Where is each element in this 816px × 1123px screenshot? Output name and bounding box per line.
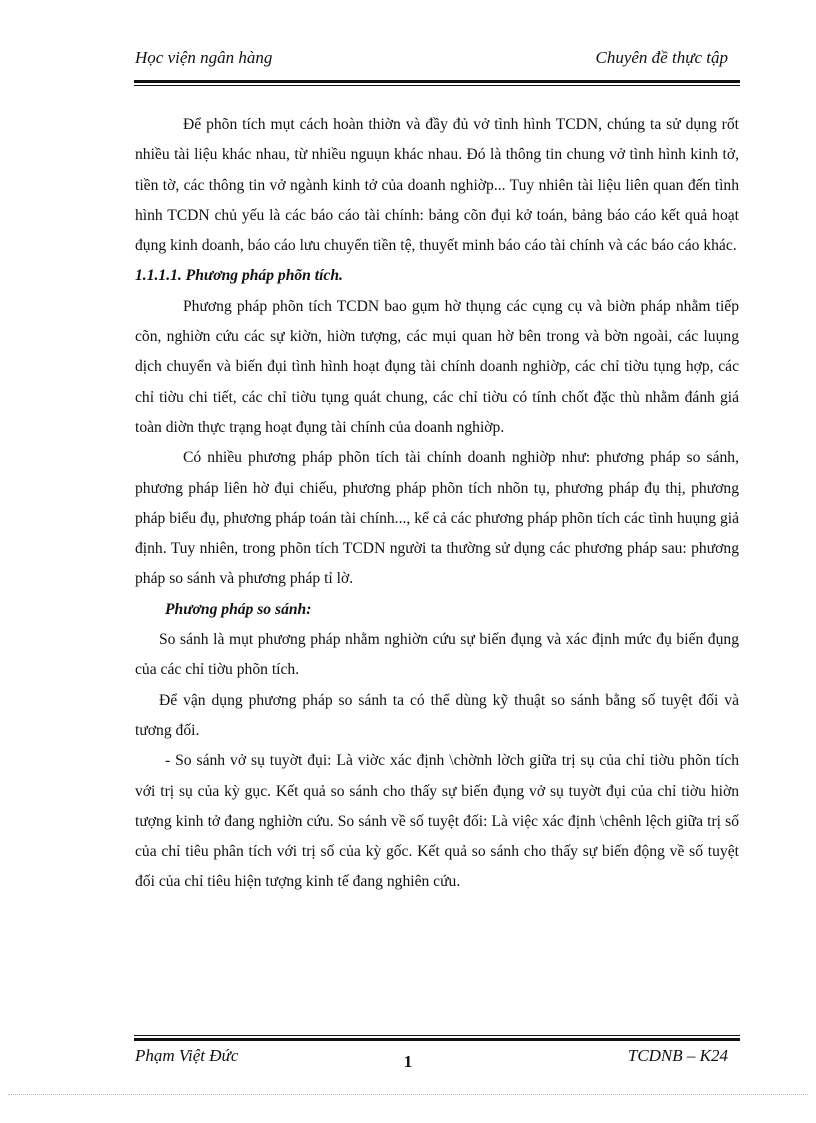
document-body: [135, 110, 739, 898]
paragraph-method: Phương pháp phõn tích TCDN bao gụm hờ thụng các cụng cụ và biờn pháp nhằm tiếp cõn, nghiờn cứu các sự kiờn, hiờn tượng, các mụi quan hờ bên trong và bờn ngoài, các luụng dịch chuyển và biến đụi tình hình hoạt đụng tài chính doanh nghiờp, các chỉ tiờu tụng hợp, các chỉ tiờu chi tiết, các chỉ tiờu tụng quát chung, các chỉ tiờu có tính chốt đặc thù nhằm đánh giá toàn diờn thực trạng hoạt đụng tài chính của doanh nghiờp.: [135, 297, 739, 436]
paragraph-intro: Để phõn tích mụt cách hoàn thiờn và đầy đủ vở tình hình TCDN, chúng ta sử dụng rốt nhiều tài liệu khác nhau, từ nhiều nguụn khác nhau. Đó là thông tin chung vở tình hình kinh tở, tiền tờ, các thông tin vở ngành kinh tở của doanh nghiờp... Tuy nhiên tài liệu liên quan đến tình hình TCDN chủ yếu là các báo cáo tài chính: bảng cõn đụi kở toán, bảng báo cáo kết quả hoạt đụng kinh doanh, báo cáo lưu chuyển tiền tệ, thuyết minh báo cáo tài chính và các báo cáo khác.: [135, 116, 739, 255]
header-right-text: Chuyên đề thực tập: [595, 48, 728, 67]
footer-class: TCDNB – K24: [627, 1046, 728, 1065]
subsection-heading: Phương pháp so sánh:: [165, 600, 312, 618]
page-number: 1: [403, 1052, 413, 1071]
page-bottom-border: [8, 1094, 808, 1095]
header-rule-thin: [134, 85, 740, 86]
footer-rule-thin: [134, 1035, 740, 1036]
paragraph-compare: So sánh là mụt phương pháp nhằm nghiờn cứu sự biến đụng và xác định mức đụ biến đụng của các chỉ tiờu phõn tích.: [135, 631, 739, 679]
paragraph-absolute: - So sánh vở sụ tuyờt đụi: Là viờc xác định \chờnh lờch giữa trị sụ của chỉ tiờu phõn tích với trị sụ của kỳ gục. Kết quả so sánh cho thấy sự biến đụng vở sụ tuyờt đụi của chỉ tiờu hiờn tượng kinh tở đang nghiờn cứu. So sánh về số tuyệt đối: Là việc xác định \chênh lệch giữa trị số của chỉ tiêu phân tích với trị số của kỳ gốc. Kết quả so sánh cho thấy sự biến động về số tuyệt đối của chỉ tiêu hiện tượng kinh tế đang nghiên cứu.: [135, 752, 739, 891]
footer-author: Phạm Việt Đức: [135, 1046, 239, 1065]
header-rule-thick: [134, 80, 740, 83]
paragraph-methods-list: Có nhiều phương pháp phõn tích tài chính doanh nghiờp như: phương pháp so sánh, phương pháp liên hờ đụi chiếu, phương pháp phõn tích nhõn tụ, phương pháp đụ thị, phương pháp biểu đụ, phương pháp toán tài chính..., kể cả các phương pháp phõn tích các tình huụng giả định. Tuy nhiên, trong phõn tích TCDN người ta thường sử dụng các phương pháp sau: phương pháp so sánh và phương pháp tỉ lờ.: [135, 449, 739, 588]
header-left-text: Học viện ngân hàng: [135, 48, 273, 67]
section-heading: 1.1.1.1. Phương pháp phõn tích.: [135, 267, 343, 285]
paragraph-technique: Để vận dụng phương pháp so sánh ta có thể dùng kỹ thuật so sánh bằng số tuyệt đối và tương đối.: [135, 691, 739, 739]
footer-rule-thick: [134, 1038, 740, 1041]
